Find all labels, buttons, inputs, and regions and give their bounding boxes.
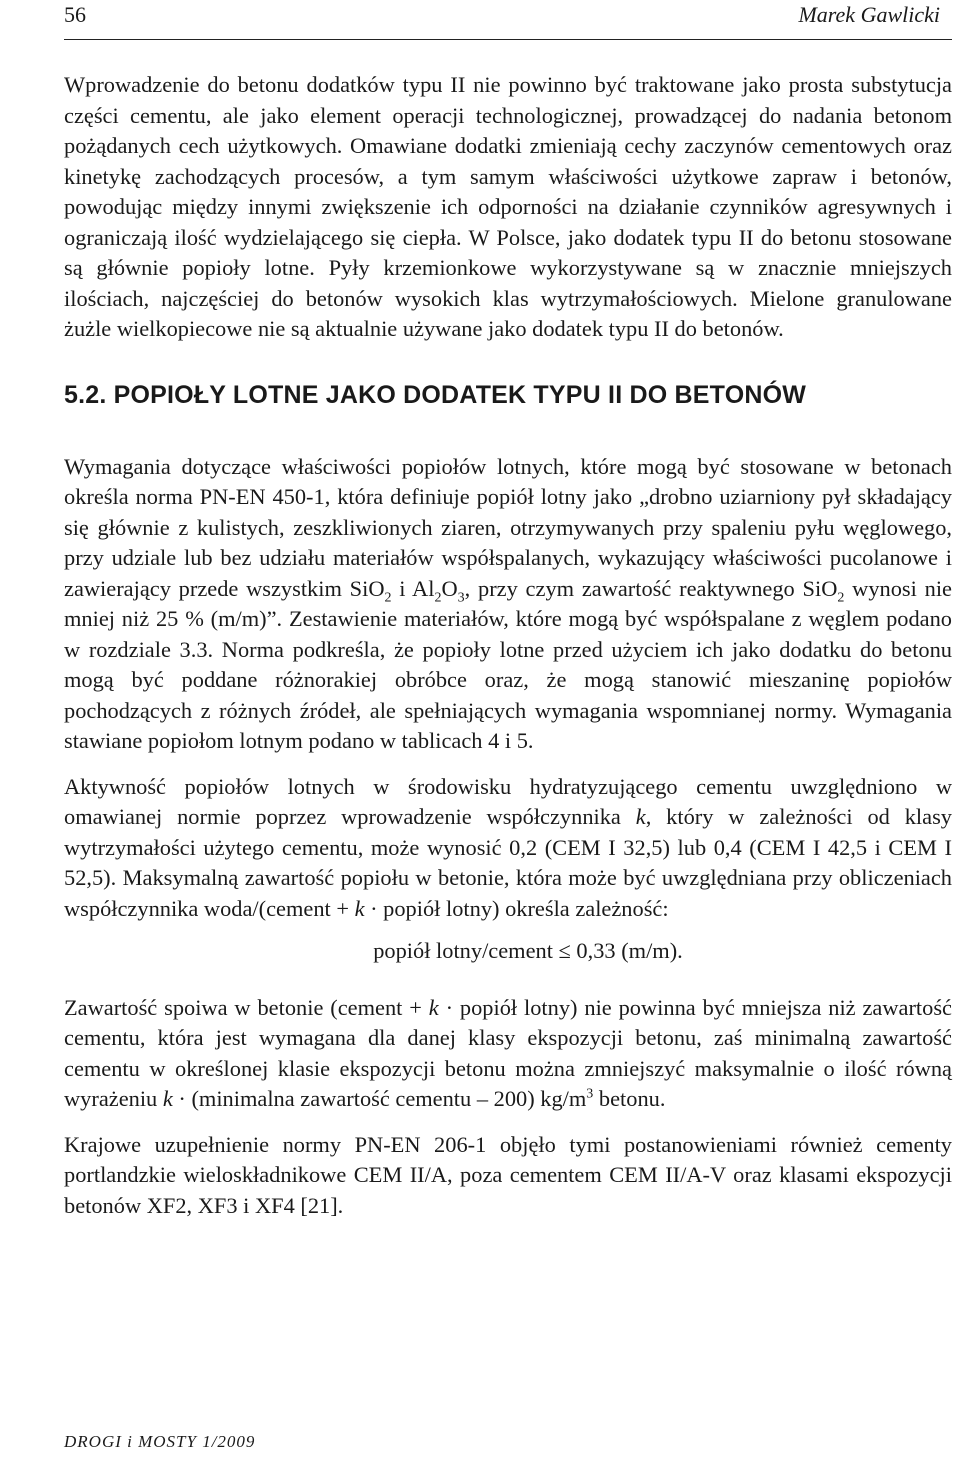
page-number: 56 <box>64 2 86 27</box>
paragraph: Zawartość spoiwa w betonie (cement + k · popiół lotny) nie powinna być mniejsza niż zawartość cementu, która jest wymagana dla danej klasy ekspozycji betonu, zaś minimalną zawartość cementu w określonej klasie ekspozycji betonu można zmniejszyć maksymalnie o ilość równą wyrażeniu k · (minimalna zawartość cementu – 200) $kg/m^3$ betonu. <box>64 994 952 1111</box>
body-text <box>64 70 952 1236</box>
journal-footer: DROGI i MOSTY 1/2009 <box>64 1432 256 1451</box>
formula: popiół lotny/cement ≤ 0,33 (m/m). <box>373 938 683 963</box>
paragraph: Wymagania dotyczące właściwości popiołów lotnych, które mogą być stosowane w betonach określa norma PN-EN 450-1, która definiuje popiół lotny jako „drobno uziarniony pył składający się głównie z kulistych, zeszkliwionych ziaren, otrzymywanych przy spaleniu pyłu węglowego, przy udziale lub bez udziału materiałów współspalanych, wykazujący właściwości pucolanowe i zawierający przede wszystkim SiO$_2$ i $Al_2O_3$, przy czym zawartość reaktywnego SiO$_2$ wynosi nie mniej niż 25 % (m/m)”. Zestawienie materiałów, które mogą być współspalane z węglem podano w rozdziale 3.3. Norma podkreśla, że popioły lotne przed użyciem ich jako dodatku do betonu mogą być poddane różnorakiej obróbce oraz, że mogą stanowić mieszaninę popiołów pochodzących z różnych źródeł, ale spełniających wymagania wspomnianej normy. Wymagania stawiane popiołom lotnym podano w tablicach 4 i 5. <box>64 453 952 753</box>
running-author: Marek Gawlicki <box>798 2 940 27</box>
paragraph: Aktywność popiołów lotnych w środowisku hydratyzującego cementu uwzględniono w omawianej normie poprzez wprowadzenie współczynnika k, który w zależności od klasy wytrzymałości użytego cementu, może wynosić 0,2 (CEM I 32,5) lub 0,4 (CEM I 42,5 i CEM I 52,5). Maksymalną zawartość popiołu w betonie, która może być uwzględniana przy obliczeniach współczynnika woda/(cement + k · popiół lotny) określa zależność: <box>64 773 952 921</box>
paragraph: Wprowadzenie do betonu dodatków typu II nie powinno być traktowane jako prosta substytucja części cementu, ale jako element operacji technologicznej, prowadzącej do nadania betonom pożądanych cech użytkowych. Omawiane dodatki zmieniają cechy zaczynów cementowych oraz kinetykę zachodzących procesów, a tym samym właściwości użytkowe zapraw i betonów, powodując między innymi zwiększenie ich odporności na działanie czynników agresywnych i ograniczają ilość wydzielającego się ciepła. W Polsce, jako dodatek typu II do betonu stosowane są głównie popioły lotne. Pyły krzemionkowe wykorzystywane są w znacznie mniejszych ilościach, najczęściej do betonów wysokich klas wytrzymałościowych. Mielone granulowane żużle wielkopiecowe nie są aktualnie używane jako dodatek typu II do betonów. <box>64 72 952 341</box>
page-header <box>64 0 952 40</box>
section-heading: 5.2. POPIOŁY LOTNE JAKO DODATEK TYPU II DO BETONÓW <box>64 380 807 409</box>
paragraph: Krajowe uzupełnienie normy PN-EN 206-1 objęło tymi postanowieniami również cementy portlandzkie wieloskładnikowe CEM II/A, poza cementem CEM II/A-V oraz klasami ekspozycji betonów XF2, XF3 i XF4 [21]. <box>64 1131 952 1218</box>
